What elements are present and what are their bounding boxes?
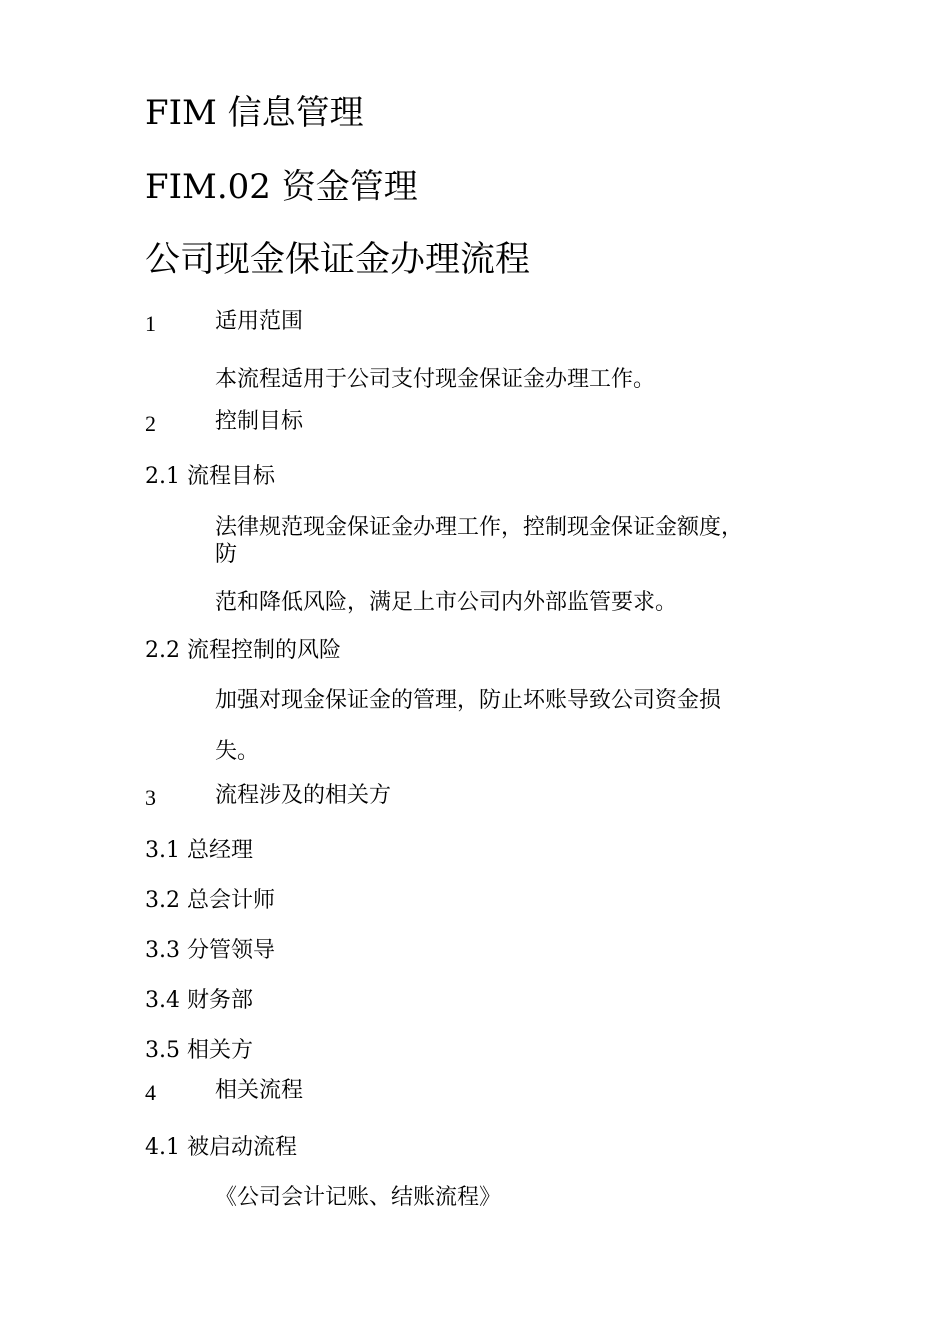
section-4-1-heading: 4.1 被启动流程 xyxy=(145,1135,297,1160)
section-4-heading: 相关流程 xyxy=(215,1078,304,1103)
header-fim: FIM 信息管理 xyxy=(145,93,364,133)
header-fim02: FIM.02 资金管理 xyxy=(145,167,418,207)
section-2-1-text-line1: 法律规范现金保证金办理工作，控制现金保证金额度， xyxy=(215,515,744,540)
section-1-number: 1 xyxy=(145,311,156,336)
page-title: 公司现金保证金办理流程 xyxy=(145,240,531,280)
section-4-number: 4 xyxy=(145,1080,156,1105)
section-3-item: 3.2 总会计师 xyxy=(145,888,275,913)
section-4-1-text: 《公司会计记账、结账流程》 xyxy=(215,1185,502,1210)
section-3-heading: 流程涉及的相关方 xyxy=(215,783,392,808)
section-1-text: 本流程适用于公司支付现金保证金办理工作。 xyxy=(215,367,656,392)
section-2-2-heading: 2.2 流程控制的风险 xyxy=(145,638,341,663)
section-3-item: 3.3 分管领导 xyxy=(145,938,275,963)
section-2-1-heading: 2.1 流程目标 xyxy=(145,464,275,489)
section-2-1-text-line3: 范和降低风险，满足上市公司内外部监管要求。 xyxy=(215,590,678,615)
section-2-2-text-line2: 失。 xyxy=(215,739,260,764)
section-3-item: 3.4 财务部 xyxy=(145,988,253,1013)
section-2-heading: 控制目标 xyxy=(215,409,304,434)
section-1-heading: 适用范围 xyxy=(215,309,304,334)
section-3-number: 3 xyxy=(145,785,156,810)
section-2-1-text-line2: 防 xyxy=(215,542,238,567)
section-2-number: 2 xyxy=(145,411,156,436)
section-3-item: 3.5 相关方 xyxy=(145,1038,253,1063)
section-3-item: 3.1 总经理 xyxy=(145,838,253,863)
section-2-2-text-line1: 加强对现金保证金的管理，防止坏账导致公司资金损 xyxy=(215,688,722,713)
